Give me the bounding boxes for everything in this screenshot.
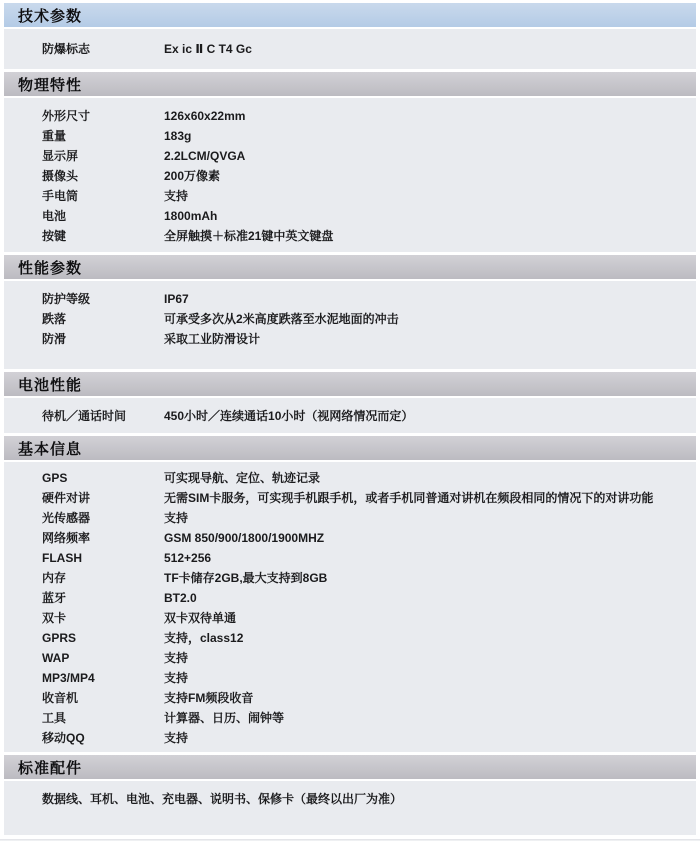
spec-row: [4, 608, 696, 628]
section-title: 基本信息: [18, 440, 83, 458]
section-title: 物理特性: [18, 76, 83, 94]
spec-label: 防护等级: [42, 292, 91, 306]
spec-row: [4, 488, 696, 508]
spec-row: [4, 728, 696, 748]
section-header-physical: [4, 72, 696, 96]
spec-value: 全屏触摸＋标准21键中英文键盘: [164, 229, 334, 243]
section-title: 技术参数: [18, 7, 83, 25]
spec-value: 450小时／连续通话10小时（视网络情况而定）: [164, 409, 414, 423]
spec-label: WAP: [42, 651, 70, 665]
spec-value: Ex ic Ⅱ C T4 Gc: [164, 42, 252, 56]
spec-row: [4, 166, 696, 186]
spec-value: 计算器、日历、闹钟等: [164, 711, 285, 725]
spec-row: [4, 708, 696, 728]
spec-row: [4, 668, 696, 688]
section-header-accessories: [4, 755, 696, 779]
spec-label: 工具: [42, 711, 67, 725]
section-title: 标准配件: [18, 759, 83, 777]
spec-value: 支持: [164, 671, 189, 685]
spec-value: 512+256: [164, 551, 212, 565]
spec-value: 支持FM频段收音: [164, 691, 254, 705]
spec-value: 200万像素: [164, 169, 221, 183]
section-header-tech: [4, 3, 696, 27]
spec-label: 蓝牙: [42, 591, 67, 605]
spec-value: 支持: [164, 731, 189, 745]
spec-label: 收音机: [42, 691, 79, 705]
spec-row: [4, 548, 696, 568]
spec-label: 手电筒: [42, 189, 79, 203]
spec-label: 数据线、耳机、电池、充电器、说明书、保修卡（最终以出厂为准）: [42, 792, 403, 806]
page-bottom-edge: [0, 839, 700, 841]
spec-value: 可承受多次从2米高度跌落至水泥地面的冲击: [164, 312, 399, 326]
spec-label: 显示屏: [42, 149, 79, 163]
spec-label: 硬件对讲: [42, 491, 91, 505]
spec-row: [4, 528, 696, 548]
spec-row: [4, 146, 696, 166]
spec-label: 移动QQ: [42, 731, 85, 745]
spec-value: IP67: [164, 292, 189, 306]
spec-label: 重量: [42, 129, 67, 143]
spec-row: [4, 206, 696, 226]
spec-value: 183g: [164, 129, 192, 143]
spec-label: 跌落: [42, 312, 67, 326]
spec-value: BT2.0: [164, 591, 197, 605]
spec-row: [4, 468, 696, 488]
section-performance: [4, 255, 696, 369]
section-title: 电池性能: [18, 376, 83, 394]
spec-value: 支持: [164, 511, 189, 525]
spec-label: 摄像头: [42, 169, 79, 183]
section-content: [4, 462, 696, 752]
spec-row: [4, 648, 696, 668]
section-header-basic: [4, 436, 696, 460]
spec-row: [4, 309, 696, 329]
section-content: [4, 98, 696, 252]
spec-row: [4, 186, 696, 206]
spec-value: 双卡双待单通: [164, 611, 237, 625]
section-title: 性能参数: [18, 259, 83, 277]
section-accessories: [4, 755, 696, 835]
spec-label: 光传感器: [42, 511, 91, 525]
section-basic: [4, 436, 696, 752]
spec-row: [4, 39, 696, 59]
spec-label: 外形尺寸: [42, 109, 91, 123]
spec-value: 采取工业防滑设计: [164, 332, 261, 346]
spec-label: FLASH: [42, 551, 82, 565]
spec-value: TF卡储存2GB,最大支持到8GB: [164, 571, 328, 585]
section-tech: [4, 3, 696, 69]
spec-label: MP3/MP4: [42, 671, 95, 685]
spec-value: 无需SIM卡服务，可实现手机跟手机，或者手机同普通对讲机在频段相同的情况下的对讲功能: [164, 491, 654, 505]
spec-value: 支持，class12: [164, 631, 244, 645]
spec-row: [4, 628, 696, 648]
spec-label: 网络频率: [42, 531, 91, 545]
spec-value: 可实现导航、定位、轨迹记录: [164, 471, 321, 485]
spec-value: 支持: [164, 651, 189, 665]
spec-value: 1800mAh: [164, 209, 218, 223]
spec-row: [4, 568, 696, 588]
section-content: [4, 781, 696, 835]
spec-value: GSM 850/900/1800/1900MHZ: [164, 531, 325, 545]
spec-label: 防滑: [42, 332, 67, 346]
spec-row: [4, 226, 696, 246]
spec-label: 电池: [42, 209, 67, 223]
spec-row: [4, 289, 696, 309]
spec-value: 126x60x22mm: [164, 109, 246, 123]
spec-label: 按键: [42, 229, 67, 243]
spec-row: [4, 688, 696, 708]
spec-row: [4, 406, 696, 426]
section-battery: [4, 372, 696, 433]
section-header-performance: [4, 255, 696, 279]
spec-row: [4, 789, 696, 809]
spec-label: 内存: [42, 571, 67, 585]
section-content: [4, 29, 696, 69]
spec-value: 支持: [164, 189, 189, 203]
section-content: [4, 281, 696, 369]
spec-label: 待机／通话时间: [42, 409, 127, 423]
spec-row: [4, 329, 696, 349]
spec-row: [4, 588, 696, 608]
spec-row: [4, 106, 696, 126]
spec-row: [4, 508, 696, 528]
section-header-battery: [4, 372, 696, 396]
spec-label: GPS: [42, 471, 68, 485]
spec-value: 2.2LCM/QVGA: [164, 149, 246, 163]
spec-label: GPRS: [42, 631, 77, 645]
spec-row: [4, 126, 696, 146]
section-physical: [4, 72, 696, 252]
spec-label: 双卡: [42, 611, 67, 625]
section-content: [4, 398, 696, 433]
spec-label: 防爆标志: [42, 42, 91, 56]
